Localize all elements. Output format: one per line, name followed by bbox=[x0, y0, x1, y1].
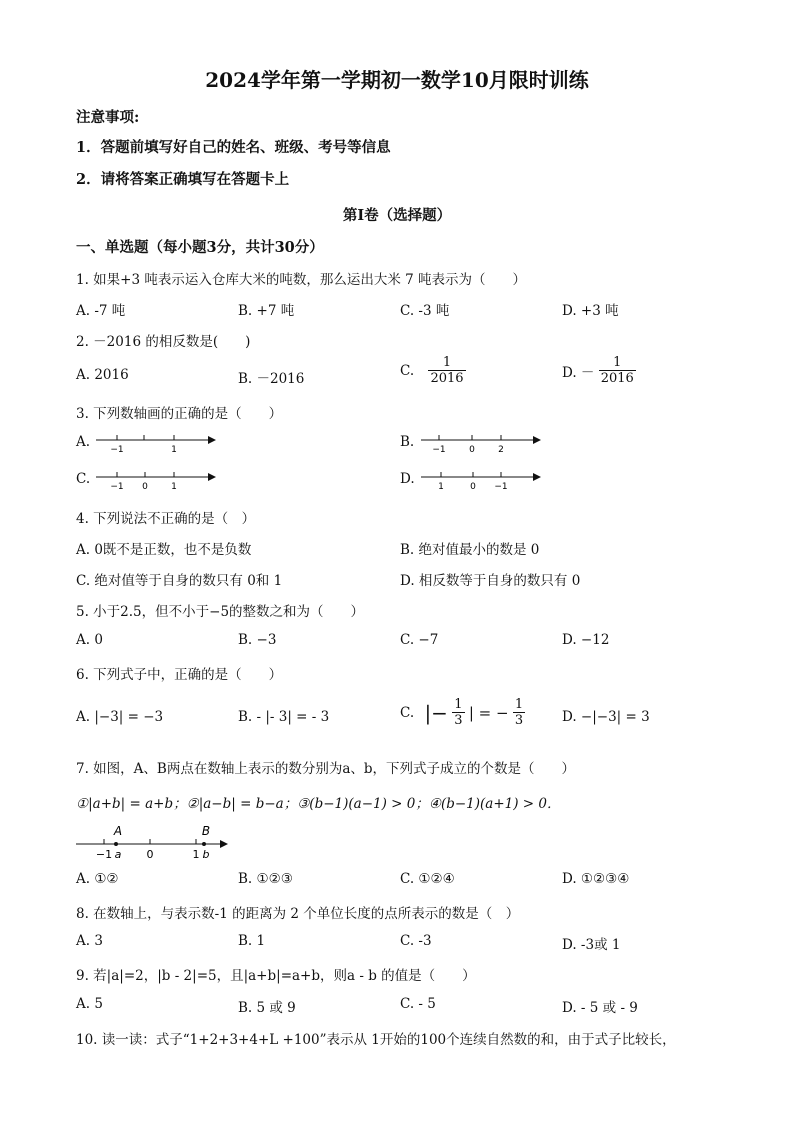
tick-label: 1 bbox=[171, 482, 177, 492]
tick-label: 2 bbox=[498, 445, 504, 455]
q7-number-line bbox=[72, 822, 242, 864]
tick-label: 1 bbox=[192, 848, 200, 861]
tick-label: 0 bbox=[469, 445, 475, 455]
fraction-denominator: 3 bbox=[454, 713, 463, 728]
q7-conditions: ①|a+b| = a+b；②|a−b| = b−a；③(b−1)(a−1) > 0；④(b−1)(a+1) > 0． bbox=[76, 796, 561, 812]
q9-option-c: C. - 5 bbox=[400, 996, 436, 1012]
q7-option-b: B. ①②③ bbox=[238, 871, 293, 887]
q2-option-b: B. －2016 bbox=[238, 371, 305, 387]
tick-label: a bbox=[114, 848, 122, 861]
q7-stem: 7. 如图，A、B两点在数轴上表示的数分别为a、b，下列式子成立的个数是（ ） bbox=[76, 761, 576, 777]
q2-option-c bbox=[400, 355, 466, 386]
q3-number-line-b bbox=[417, 430, 547, 456]
q1-option-b: B. +7 吨 bbox=[238, 303, 295, 319]
tick-label: 0 bbox=[470, 482, 476, 492]
tick-label: −1 bbox=[110, 445, 124, 455]
q3-number-line-d bbox=[417, 467, 547, 493]
q6-option-c-label: C. bbox=[400, 704, 415, 721]
tick-label: −1 bbox=[432, 445, 446, 455]
fraction-denominator: 2016 bbox=[430, 371, 464, 386]
q1-option-c: C. -3 吨 bbox=[400, 303, 450, 319]
q6-option-a: A. |−3| = −3 bbox=[76, 709, 164, 725]
point-label-a: A bbox=[113, 824, 123, 838]
q6-option-c-fraction-2 bbox=[513, 697, 525, 728]
q6-option-d: D. −|−3| = 3 bbox=[562, 709, 650, 725]
q8-option-a: A. 3 bbox=[76, 933, 103, 949]
fraction-denominator: 2016 bbox=[600, 371, 634, 386]
q6-stem: 6. 下列式子中，正确的是（ ） bbox=[76, 667, 283, 683]
q1-stem: 1. 如果+3 吨表示运入仓库大米的吨数，那么运出大米 7 吨表示为（ ） bbox=[76, 272, 527, 288]
q2-option-d-label: D. － bbox=[562, 364, 595, 381]
part-title: 第I卷（选择题） bbox=[342, 207, 452, 224]
note-item-1: 1．答题前填写好自己的姓名、班级、考号等信息 bbox=[76, 139, 391, 156]
q4-stem: 4. 下列说法不正确的是（ ） bbox=[76, 511, 256, 527]
tick-label: 0 bbox=[142, 482, 148, 492]
q4-option-b: B. 绝对值最小的数是 0 bbox=[400, 542, 540, 558]
q3-option-d-label: D. bbox=[400, 471, 415, 487]
page-title: 2024学年第一学期初一数学10月限时训练 bbox=[205, 68, 589, 92]
tick-label: 1 bbox=[438, 482, 444, 492]
q2-option-d bbox=[562, 355, 636, 386]
q2-option-c-fraction bbox=[428, 355, 465, 386]
q9-option-b: B. 5 或 9 bbox=[238, 1000, 296, 1016]
tick-label: −1 bbox=[95, 848, 113, 861]
q5-option-a: A. 0 bbox=[76, 632, 103, 648]
q5-option-c: C. −7 bbox=[400, 632, 439, 648]
q8-option-c: C. -3 bbox=[400, 933, 432, 949]
abs-bar-open: |− bbox=[424, 700, 448, 725]
fraction-numerator: 1 bbox=[613, 355, 622, 370]
q6-option-c-fraction-1 bbox=[452, 697, 464, 728]
fraction-numerator: 1 bbox=[454, 697, 463, 712]
q9-option-a: A. 5 bbox=[76, 996, 103, 1012]
point-label-b: B bbox=[201, 824, 211, 838]
section-title: 一、单选题（每小题3分，共计30分） bbox=[76, 239, 324, 256]
fraction-numerator: 1 bbox=[514, 697, 524, 712]
q10-stem: 10. 读一读：式子“1+2+3+4+L +100”表示从 1开始的100个连续自然数的和，由于式子比较长， bbox=[76, 1032, 676, 1048]
tick-label: 1 bbox=[171, 445, 177, 455]
q8-option-b: B. 1 bbox=[238, 933, 266, 949]
q2-option-c-label: C. bbox=[400, 362, 415, 379]
q6-option-c bbox=[400, 697, 525, 728]
q3-stem: 3. 下列数轴画的正确的是（ ） bbox=[76, 406, 283, 422]
q4-option-c: C. 绝对值等于自身的数只有 0和 1 bbox=[76, 573, 283, 589]
q5-option-b: B. −3 bbox=[238, 632, 277, 648]
q9-stem: 9. 若|a|=2，|b - 2|=5，且|a+b|=a+b，则a - b 的值是（ ） bbox=[76, 968, 476, 984]
q8-option-d: D. -3或 1 bbox=[562, 937, 621, 953]
fraction-denominator: 3 bbox=[514, 713, 524, 728]
q4-option-d: D. 相反数等于自身的数只有 0 bbox=[400, 573, 581, 589]
q6-option-b: B. - |- 3| = - 3 bbox=[238, 709, 330, 725]
q3-number-line-a bbox=[92, 430, 222, 456]
notes-heading: 注意事项: bbox=[76, 109, 140, 126]
q2-option-d-fraction bbox=[599, 355, 636, 386]
q7-option-c: C. ①②④ bbox=[400, 871, 455, 887]
note-item-2: 2．请将答案正确填写在答题卡上 bbox=[76, 171, 290, 188]
q8-stem: 8. 在数轴上，与表示数-1 的距离为 2 个单位长度的点所表示的数是（ ） bbox=[76, 906, 520, 922]
tick-label: −1 bbox=[110, 482, 124, 492]
q3-number-line-c bbox=[92, 467, 222, 493]
q3-option-c-label: C. bbox=[76, 471, 91, 487]
tick-label: −1 bbox=[494, 482, 508, 492]
fraction-numerator: 1 bbox=[442, 355, 452, 370]
tick-label: b bbox=[202, 848, 210, 861]
q4-option-a: A. 0既不是正数，也不是负数 bbox=[76, 542, 252, 558]
q5-option-d: D. −12 bbox=[562, 632, 610, 648]
q7-option-a: A. ①② bbox=[76, 871, 119, 887]
q2-stem: 2. －2016 的相反数是( ) bbox=[76, 334, 251, 350]
tick-label: 0 bbox=[146, 848, 154, 861]
q1-option-a: A. -7 吨 bbox=[76, 303, 126, 319]
abs-bar-close-equals: | = − bbox=[468, 703, 509, 722]
q7-option-d: D. ①②③④ bbox=[562, 871, 630, 887]
q3-option-b-label: B. bbox=[400, 434, 415, 450]
q9-option-d: D. - 5 或 - 9 bbox=[562, 1000, 638, 1016]
q5-stem: 5. 小于2.5，但不小于−5的整数之和为（ ） bbox=[76, 604, 365, 620]
q1-option-d: D. +3 吨 bbox=[562, 303, 619, 319]
q2-option-a: A. 2016 bbox=[76, 367, 129, 383]
q3-option-a-label: A. bbox=[76, 434, 91, 450]
